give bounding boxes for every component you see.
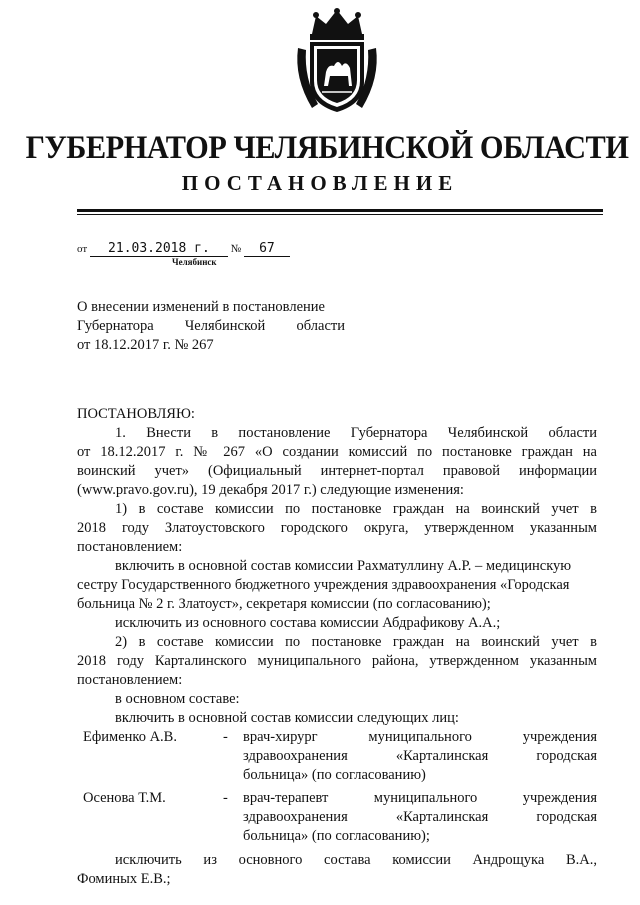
- header-divider-thin: [77, 214, 603, 215]
- member-position-line: больница» (по согласованию);: [243, 828, 430, 844]
- issuing-authority-title: ГУБЕРНАТОР ЧЕЛЯБИНСКОЙ ОБЛАСТИ: [25, 130, 629, 166]
- member-dash: -: [223, 729, 228, 745]
- paragraph-line: постановлением:: [77, 672, 183, 688]
- header-divider-thick: [77, 209, 603, 212]
- subject-line: Губернатора Челябинской области: [77, 318, 345, 334]
- document-number: 67: [244, 241, 290, 257]
- paragraph-line: Фоминых Е.В.;: [77, 871, 171, 887]
- decree-heading: ПОСТАНОВЛЯЮ:: [77, 406, 195, 422]
- paragraph-line: сестру Государственного бюджетного учреждения здравоохранения «Городская: [77, 577, 570, 593]
- document-body: [77, 405, 597, 889]
- date-number-line: [77, 241, 290, 257]
- commission-member-row: [77, 728, 597, 785]
- member-name: Осенова Т.М.: [83, 790, 166, 806]
- member-position-line: здравоохранения «Карталинская городская: [243, 809, 597, 825]
- member-position: [243, 789, 597, 846]
- paragraph-line: включить в основной состав комиссии следующих лиц:: [115, 710, 459, 726]
- subject-line: от 18.12.2017 г. № 267: [77, 337, 214, 353]
- paragraph-line: 1. Внести в постановление Губернатора Челябинской области: [115, 425, 597, 441]
- city-name: Челябинск: [172, 257, 217, 267]
- member-position-line: врач-хирург муниципального учреждения: [243, 729, 597, 745]
- subject-line: О внесении изменений в постановление: [77, 299, 325, 315]
- member-position-line: врач-терапевт муниципального учреждения: [243, 790, 597, 806]
- paragraph-line: от 18.12.2017 г. № 267 «О создании комиссий по постановке граждан на: [77, 444, 597, 460]
- paragraph-line: 2) в составе комиссии по постановке граждан на воинский учет в: [115, 634, 597, 650]
- paragraph-line: воинский учет» (Официальный интернет-портал правовой информации: [77, 463, 597, 479]
- member-position: [243, 728, 597, 785]
- number-label: №: [230, 243, 242, 255]
- member-name: Ефименко А.В.: [83, 729, 177, 745]
- document-date: 21.03.2018 г.: [90, 241, 228, 257]
- member-position-line: больница» (по согласованию): [243, 767, 426, 783]
- paragraph-line: исключить из основного состава комиссии Абдрафикову А.А.;: [115, 615, 501, 631]
- coat-of-arms-emblem: [294, 8, 380, 116]
- paragraph-line: постановлением:: [77, 539, 183, 555]
- paragraph-line: 2018 году Карталинского муниципального района, утвержденном указанным: [77, 653, 597, 669]
- paragraph-line: 2018 году Златоустовского городского округа, утвержденном указанным: [77, 520, 597, 536]
- date-from-label: от: [77, 243, 88, 255]
- paragraph-line: (www.pravo.gov.ru), 19 декабря 2017 г.) следующие изменения:: [77, 482, 464, 498]
- paragraph-line: включить в основной состав комиссии Рахматуллину А.Р. – медицинскую: [115, 558, 572, 574]
- paragraph-line: 1) в составе комиссии по постановке граждан на воинский учет в: [115, 501, 597, 517]
- paragraph-line: больница № 2 г. Златоуст», секретаря комиссии (по согласованию);: [77, 596, 491, 612]
- paragraph-line: исключить из основного состава комиссии Андрощука В.А.,: [115, 852, 597, 868]
- member-dash: -: [223, 790, 228, 806]
- member-position-line: здравоохранения «Карталинская городская: [243, 748, 597, 764]
- document-subject: [77, 298, 345, 355]
- commission-member-row: [77, 789, 597, 846]
- paragraph-line: в основном составе:: [115, 691, 240, 707]
- document-type-title: ПОСТАНОВЛЕНИЕ: [181, 171, 459, 195]
